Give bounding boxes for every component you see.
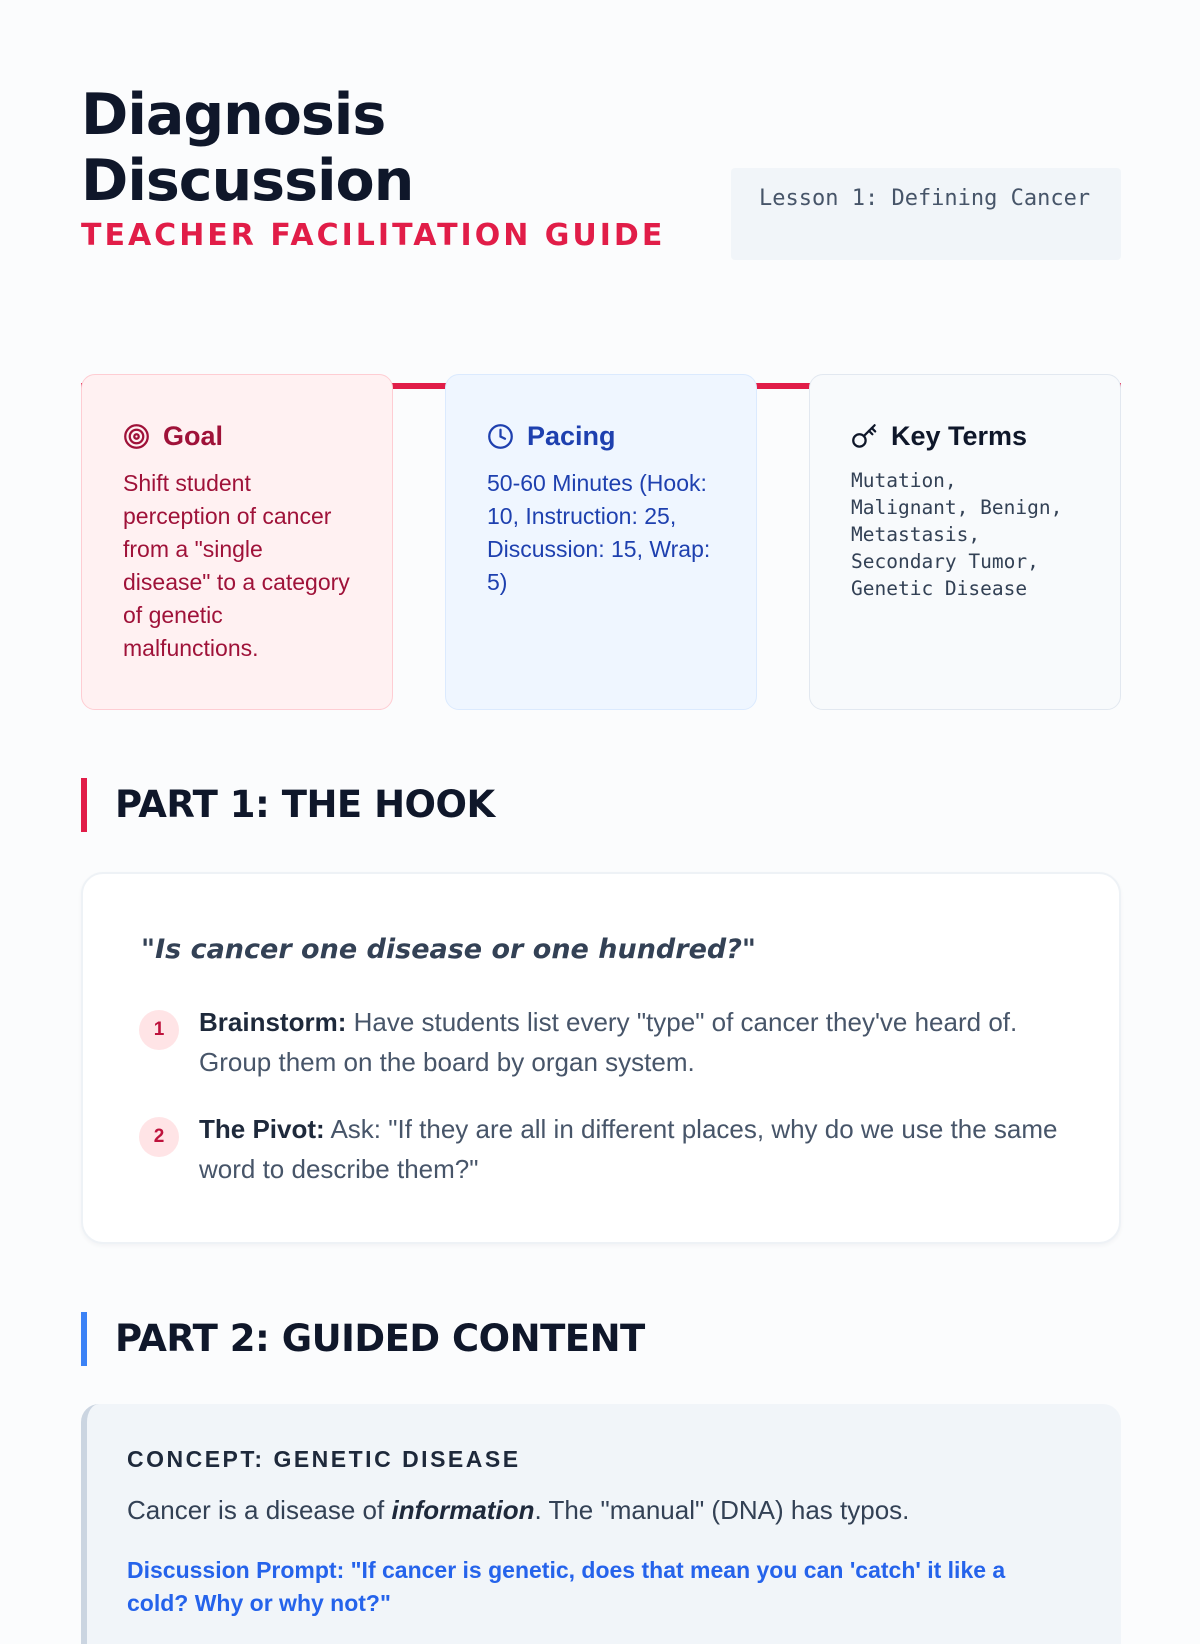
step-label: Brainstorm:: [199, 1007, 347, 1037]
key-icon: [851, 423, 878, 450]
hook-question: "Is cancer one disease or one hundred?": [141, 934, 756, 965]
facilitation-guide-page: [81, 0, 1121, 1616]
step-text: [199, 1002, 1069, 1082]
pacing-card-header: [487, 419, 716, 453]
clock-icon: [487, 423, 514, 450]
concept-text-end: . The "manual" (DNA) has typos.: [534, 1495, 910, 1525]
pacing-card-title: Pacing: [527, 420, 616, 451]
step-label: The Pivot:: [199, 1114, 325, 1144]
part2-heading: [81, 1312, 1121, 1366]
step-number-badge: 2: [139, 1117, 179, 1157]
hook-card: [81, 872, 1121, 1244]
part2-title: PART 2: GUIDED CONTENT: [115, 1317, 645, 1360]
step-description: Ask: "If they are all in different places, why do we use the same word to describe them?": [199, 1114, 1058, 1184]
concept-text-start: Cancer is a disease of: [127, 1495, 392, 1525]
part1-heading: [81, 778, 1121, 832]
step-number-badge: 1: [139, 1010, 179, 1050]
key-terms-card-title: Key Terms: [891, 420, 1028, 451]
concept-box: [81, 1404, 1121, 1644]
goal-card-title: Goal: [163, 420, 224, 451]
part1-title: PART 1: THE HOOK: [115, 783, 495, 826]
step-description: Have students list every "type" of cancer they've heard of. Group them on the board by organ system.: [199, 1007, 1018, 1077]
goal-card: [81, 374, 393, 710]
page-title: Diagnosis Discussion: [81, 82, 414, 214]
page-subtitle: TEACHER FACILITATION GUIDE: [81, 218, 666, 253]
lesson-tag: Lesson 1: Defining Cancer: [731, 168, 1121, 260]
step-text: [199, 1109, 1069, 1189]
page-header: [81, 82, 1121, 304]
target-icon: [123, 423, 150, 450]
pacing-card: [445, 374, 757, 710]
goal-card-header: [123, 419, 352, 453]
discussion-prompt: Discussion Prompt: "If cancer is genetic, does that mean you can 'catch' it like a cold? Why or why not?": [127, 1557, 1006, 1616]
concept-text: [127, 1495, 1081, 1526]
concept-label: CONCEPT: GENETIC DISEASE: [127, 1446, 521, 1472]
part1-accent-bar: [81, 778, 87, 832]
part2-accent-bar: [81, 1312, 87, 1366]
key-terms-card-header: [851, 419, 1080, 453]
pacing-card-text: 50-60 Minutes (Hook: 10, Instruction: 25, Discussion: 15, Wrap: 5): [487, 470, 711, 595]
concept-emphasis: information: [391, 1495, 535, 1525]
key-terms-card: [809, 374, 1121, 710]
goal-card-text: Shift student perception of cancer from a "single disease" to a category of genetic malfunctions.: [123, 470, 350, 661]
key-terms-card-text: Mutation, Malignant, Benign, Metastasis, Secondary Tumor, Genetic Disease: [851, 469, 1063, 600]
